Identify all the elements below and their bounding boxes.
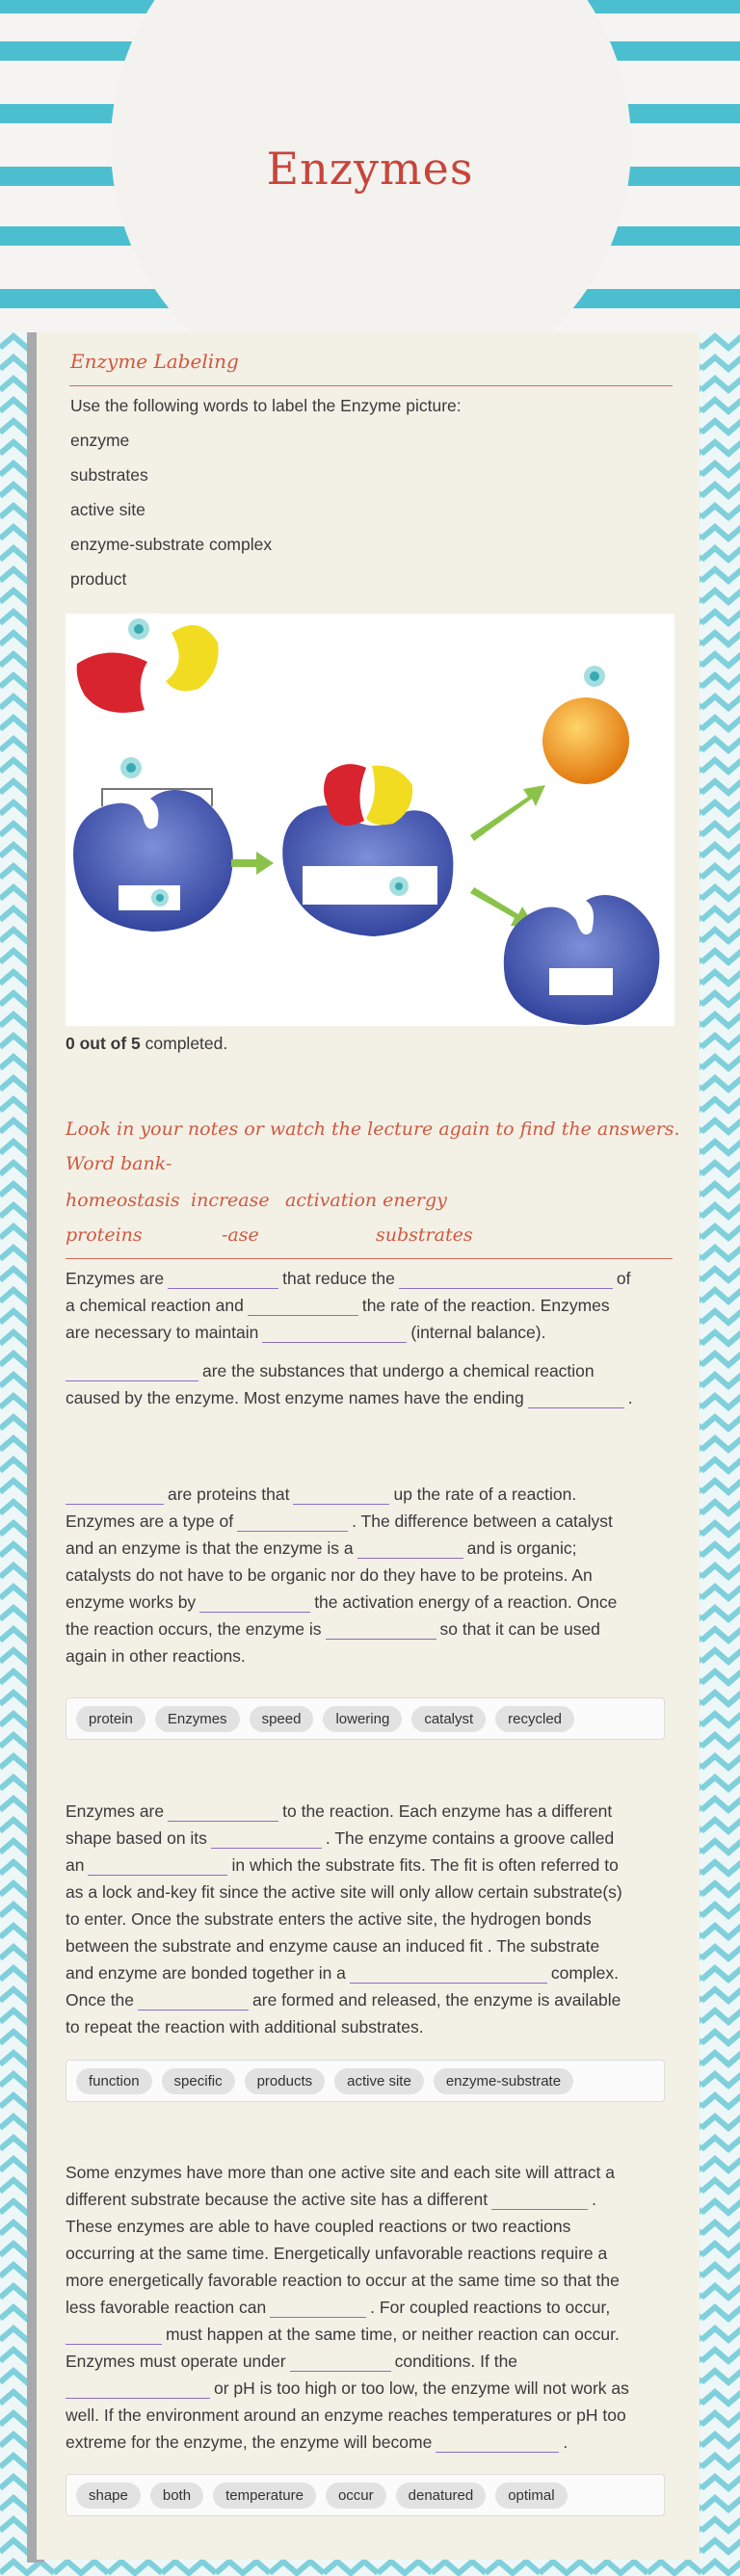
word-chip[interactable]: recycled [495, 1706, 574, 1732]
blank-input[interactable] [528, 1388, 624, 1408]
word-chip[interactable]: catalyst [411, 1706, 486, 1732]
labeling-progress [66, 1030, 227, 1057]
word-bank-proteins: proteins [66, 1224, 143, 1246]
paragraph-5: Some enzymes have more than one active site and each site will attract a different substrate because the active site has a different . These enzymes are able to have coupled reactions or two reactions occurring at the same time. Energetically unfavorable reactions require a more energetically favorable reaction to occur at the same time so that the less favorable reaction can . For coupled reactions to occur, must happen at the same time, or neither reaction can occur. Enzymes must operate under conditions. If the or pH is too high or too low, the enzyme will not work as well. If the environment around an enzyme reaches temperatures or pH too extreme for the enzyme, the enzyme will become . [66, 2163, 629, 2452]
word-chip[interactable]: specific [162, 2068, 235, 2094]
blank-input[interactable] [88, 1855, 227, 1876]
header-banner [0, 0, 740, 332]
blank-input[interactable] [66, 2325, 162, 2345]
label-word-complex: enzyme-substrate complex [70, 535, 273, 554]
blank-input[interactable] [237, 1511, 348, 1532]
blank-input[interactable] [248, 1296, 358, 1316]
blank-input[interactable] [199, 1592, 310, 1613]
blank-input[interactable] [350, 1963, 547, 1984]
word-bank-activation-energy: activation energy [285, 1190, 447, 1211]
blank-input[interactable] [293, 1485, 389, 1505]
word-chip[interactable]: products [245, 2068, 326, 2094]
word-bank-divider [66, 1258, 673, 1259]
blank-input[interactable] [66, 1485, 164, 1505]
blank-input[interactable] [491, 2190, 588, 2210]
word-chip[interactable]: lowering [323, 1706, 402, 1732]
word-choice-bank-2 [66, 2060, 665, 2102]
word-bank-ase: -ase [222, 1224, 259, 1246]
label-word-enzyme: enzyme [70, 431, 130, 450]
enzyme-diagram [66, 614, 674, 1026]
word-bank-homeostasis: homeostasis [66, 1190, 180, 1211]
progress-count: 0 out of 5 [66, 1034, 141, 1053]
word-chip[interactable]: denatured [396, 2483, 487, 2509]
page-title: Enzymes [266, 143, 474, 195]
blank-input[interactable] [270, 2298, 366, 2318]
blank-input[interactable] [211, 1828, 322, 1849]
label-word-active-site: active site [70, 500, 145, 519]
blank-input[interactable] [66, 1361, 198, 1381]
word-chip[interactable]: shape [76, 2483, 141, 2509]
word-chip[interactable]: enzyme-substrate [434, 2068, 573, 2094]
instructions-hint: Look in your notes or watch the lecture again to find the answers. [66, 1118, 680, 1140]
blank-input[interactable] [66, 2379, 210, 2399]
labeling-instructions: Use the following words to label the Enzyme picture: [70, 396, 462, 415]
blank-input[interactable] [168, 1269, 278, 1289]
blank-input[interactable] [326, 1619, 436, 1640]
section-divider [69, 385, 673, 386]
label-word-substrates: substrates [70, 465, 148, 485]
word-chip[interactable]: occur [326, 2483, 386, 2509]
blank-input[interactable] [138, 1990, 249, 2011]
blank-input[interactable] [168, 1801, 278, 1822]
progress-suffix: completed. [140, 1034, 228, 1053]
word-chip[interactable]: function [76, 2068, 152, 2094]
word-chip[interactable]: optimal [495, 2483, 567, 2509]
word-bank-label: Word bank- [66, 1153, 172, 1174]
blank-input[interactable] [357, 1538, 463, 1559]
word-chip[interactable]: active site [334, 2068, 424, 2094]
section-title-labeling: Enzyme Labeling [70, 350, 239, 373]
word-chip[interactable]: both [150, 2483, 203, 2509]
word-chip[interactable]: temperature [213, 2483, 316, 2509]
paragraph-3: are proteins that up the rate of a reaction. Enzymes are a type of . The difference between a catalyst and an enzyme is that the enzyme is a and is organic; catalysts do not have to be organic nor do they have to be proteins. An enzyme works by the activation energy of a reaction. Once the reaction occurs, the enzyme is so that it can be used again in other reactions. [66, 1485, 618, 1666]
blank-input[interactable] [436, 2432, 559, 2453]
word-bank-substrates: substrates [376, 1224, 473, 1246]
worksheet-card [37, 332, 700, 2560]
paragraph-2: are the substances that undergo a chemical reaction caused by the enzyme. Most enzyme names have the ending . [66, 1361, 633, 1407]
word-choice-bank-3 [66, 2474, 665, 2516]
blank-input[interactable] [290, 2352, 391, 2372]
blank-input[interactable] [399, 1269, 613, 1289]
word-chip[interactable]: Enzymes [155, 1706, 240, 1732]
paragraph-1: Enzymes are that reduce the of a chemical reaction and the rate of the reaction. Enzymes are necessary to maintain (internal balance). [66, 1269, 631, 1342]
word-chip[interactable]: protein [76, 1706, 145, 1732]
word-chip[interactable]: speed [250, 1706, 314, 1732]
word-bank-increase: increase [191, 1190, 270, 1211]
label-word-product: product [70, 569, 127, 589]
blank-input[interactable] [262, 1323, 407, 1343]
word-choice-bank-1 [66, 1697, 665, 1740]
paragraph-4: Enzymes are to the reaction. Each enzyme has a different shape based on its . The enzyme contains a groove called an in which the substrate fits. The fit is often referred to as a lock and-key fit since the active site will only allow certain substrate(s) to enter. Once the substrate enters the active site, the hydrogen bonds between the substrate and enzyme cause an induced fit . The substrate and enzyme are bonded together in a complex. Once the are formed and released, the enzyme is available to repeat the reaction with additional substrates. [66, 1801, 622, 2037]
